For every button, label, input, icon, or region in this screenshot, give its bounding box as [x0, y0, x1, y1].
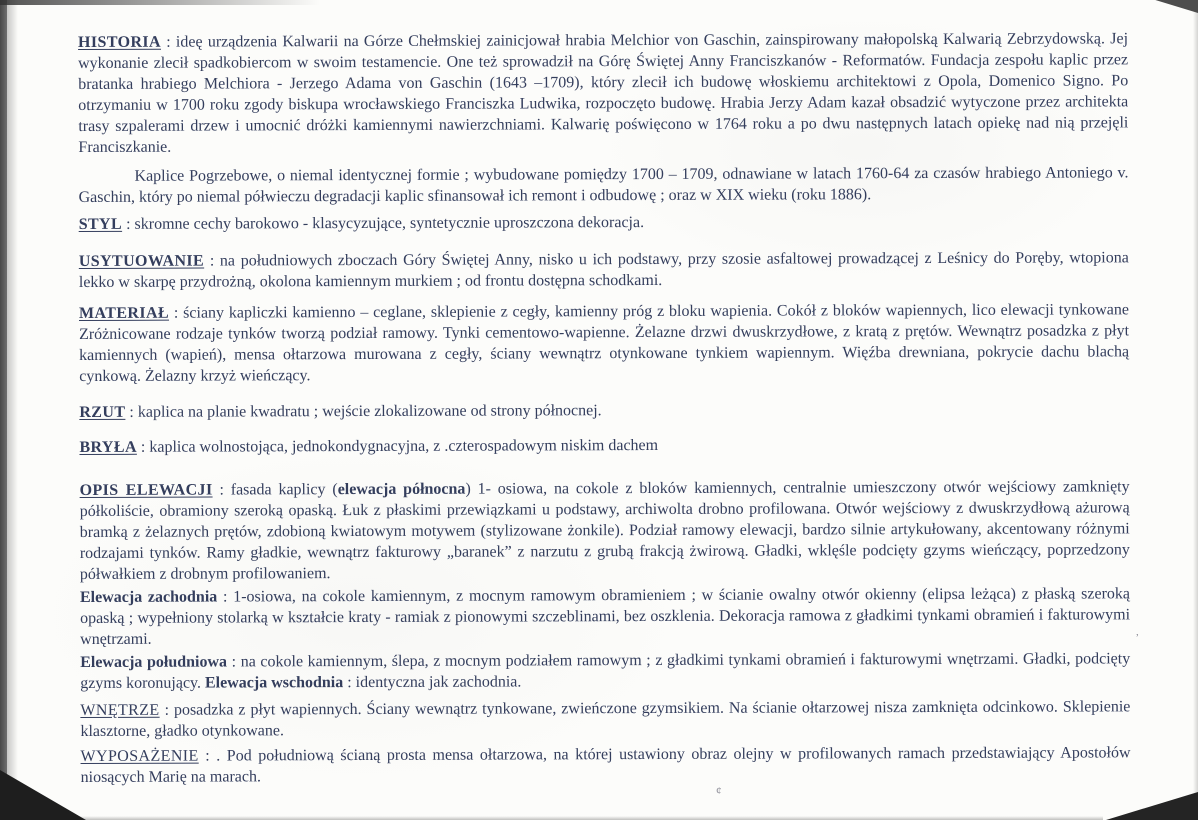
- section-rzut: [79, 398, 1129, 423]
- scan-artifact: ,: [1136, 626, 1139, 638]
- section-label-historia: HISTORIA: [78, 33, 162, 51]
- section-material: [79, 299, 1129, 387]
- scan-corner-bottom-left: [0, 770, 86, 820]
- section-text-elewacja-poludniowa-2: : identyczna jak zachodnia.: [343, 673, 522, 692]
- scan-corner-top-right: [1146, 0, 1198, 13]
- scan-edge-top: [0, 0, 320, 5]
- inline-bold-elewacja-wschodnia: Elewacja wschodnia: [204, 674, 344, 692]
- scan-edge-right: [1193, 0, 1198, 820]
- section-label-usytuowanie: USYTUOWANIE: [78, 252, 205, 270]
- section-wyposazenie: [80, 742, 1130, 788]
- section-bryla: [79, 433, 1129, 458]
- section-text-opis-1: : fasada kaplicy (: [219, 481, 338, 499]
- section-label-material: MATERIAŁ: [78, 304, 170, 322]
- section-label-wyposazenie: WYPOSAŻENIE: [80, 747, 199, 765]
- section-text-bryla: : kaplica wolnostojąca, jednokondygnacyjna, z .czterospadowym niskim dachem: [140, 436, 659, 456]
- section-text-material: : ściany kapliczki kamienno – ceglane, sklepienie z cegły, kamienny próg z bloku wapienia. Cokół z bloków wapiennych, lico elewacji tynkowane Zróżnicowane rodzaje tynków tworzą podział ramowy. Tynki cementowo-wapienne. Żelazne drzwi dwuskrzydłowe, z kratą z prętów. Wewnątrz posadzka z płyt kamiennych (wapień), mensa ołtarzowa murowana z cegły, ściany wewnątrz otynkowane tynkiem wapiennym. Więźba drewniana, pokrycie dachu blachą cynkową. Żelazny krzyż wieńczący.: [79, 301, 1130, 385]
- section-text-elewacja-zachodnia: : 1-osiowa, na cokole kamiennym, z mocnym ramowym obramieniem ; w ścianie owalny otwór okienny (elipsa leżąca) z płaską szeroką opaską ; wypełniony stolarką w kształcie kraty - ramiak z pionowymi szczeblinami, bez oszklenia. Dekoracja ramowa z gładkimi tynkami obramień i fakturowymi wnętrzami.: [80, 585, 1131, 648]
- section-label-elewacja-zachodnia: Elewacja zachodnia: [79, 588, 218, 606]
- section-text-styl: : skromne cechy barokowo - klasycyzujące, syntetycznie uproszczona dekoracja.: [126, 214, 645, 233]
- section-opis-elewacji: [80, 476, 1130, 585]
- paragraph-text-kaplice: Kaplice Pogrzebowe, o niemal identycznej formie ; wybudowane pomiędzy 1700 – 1709, odnawiane w latach 1760-64 za czasów hrabiego Antoniego v. Gaschin, który po niemal półwieczu degradacji kaplic sfinansował ich remont i odbudowę ; oraz w XIX wieku (roku 1886).: [78, 164, 1129, 206]
- section-label-opis-elewacji: OPIS ELEWACJI: [79, 481, 213, 499]
- section-text-wnetrze: : posadzka z płyt wapiennych. Ściany wewnątrz tynkowane, zwieńczone gzymsikiem. Na ścianie ołtarzowej nisza zamknięta odcinkowo. Sklepienie klasztorne, gładko otynkowane.: [80, 698, 1131, 740]
- section-usytuowanie: [79, 247, 1129, 293]
- section-text-historia: : ideę urządzenia Kalwarii na Górze Chełmskiej zainicjował hrabia Melchior von Gaschin, zainspirowany małopolską Kalwarią Zebrzydowską. Jej wykonanie zlecił spadkobiercom w swoim testamencie. One też sprowadził na Górę Świętej Anny Franciszkanów - Reformatów. Fundacja zespołu kaplic przez bratanka hrabiego Melchiora - Jerzego Adama von Gaschin (1643 –1709), który zlecił ich budowę włoskiemu architektowi z Opola, Domenico Signo. Po otrzymaniu w 1700 roku zgody biskupa wrocławskiego Franciszka Ludwika, rozpoczęto budowę. Hrabia Jerzy Adam kazał obsadzić wytyczone przez architekta trasy szpalerami drzew i umocnić dróżki kamiennymi nawierzchniami. Kalwarię poświęcono w 1764 roku a po dwu następnych latach opiekę nad nią przejęli Franciszkanie.: [78, 30, 1129, 156]
- section-elewacja-poludniowa: [80, 648, 1130, 694]
- section-text-elewacja-poludniowa-1: : na cokole kamiennym, ślepa, z mocnym podziałem ramowym ; z gładkimi tynkami obramień i fakturowymi wnętrzami. Gładki, podcięty gzyms koronujący.: [80, 650, 1131, 692]
- inline-bold-elewacja-polnocna: elewacja północna: [337, 480, 466, 499]
- scan-corner-bottom-right: [1106, 792, 1198, 820]
- section-label-styl: STYL: [78, 215, 123, 233]
- scan-artifact: ¢: [716, 785, 722, 797]
- section-styl: [79, 210, 1129, 235]
- section-historia: [78, 28, 1128, 158]
- scan-edge-bottom: [80, 816, 1103, 820]
- section-label-wnetrze: WNĘTRZE: [80, 701, 160, 719]
- section-elewacja-zachodnia: [80, 583, 1130, 650]
- section-label-elewacja-poludniowa: Elewacja południowa: [80, 653, 228, 671]
- scan-edge-left: [0, 0, 7, 820]
- scan-edge-left-shadow: [7, 0, 18, 820]
- section-text-usytuowanie: : na południowych zboczach Góry Świętej Anny, nisko u ich podstawy, przy szosie asfaltowej prowadzącej z Leśnicy do Poręby, wtopiona lekko w skarpę przydrożną, okolona kamiennym murkiem ; od frontu dostępna schodkami.: [78, 249, 1129, 291]
- section-text-opis-2: ) 1- osiowa, na cokole z bloków kamiennych, centralnie umieszczony otwór wejściowy zamknięty półkoliście, obramiony szeroką opaską. Łuk z płaskimi przewiązkami u podstawy, archiwolta drobno profilowana. Otwór wejściowy z dwuskrzydłową ażurową bramką z żelaznych prętów, zdobioną kwiatowym motywem (stylizowane żonkile). Podział ramowy elewacji, bardzo silnie artykułowany, akcentowany różnymi rodzajami tynków. Ramy gładkie, wewnątrz fakturowy „baranek” z narzutu z grubą frakcją żwirową. Gładki, wklęśle podcięty gzyms wieńczący, poprzedzony półwałkiem z drobnym profilowaniem.: [79, 478, 1130, 583]
- section-wnetrze: [80, 696, 1130, 742]
- section-label-bryla: BRYŁA: [79, 438, 137, 456]
- section-text-wyposazenie: : . Pod południową ścianą prosta mensa ołtarzowa, na której ustawiony obraz olejny w profilowanych ramach przedstawiający Apostołów niosących Marię na marach.: [80, 744, 1131, 786]
- document-text: [78, 28, 1131, 788]
- section-text-rzut: : kaplica na planie kwadratu ; wejście zlokalizowane od strony północnej.: [129, 402, 602, 421]
- section-label-rzut: RZUT: [79, 403, 126, 421]
- paragraph-kaplice-pogrzebowe: [78, 162, 1128, 208]
